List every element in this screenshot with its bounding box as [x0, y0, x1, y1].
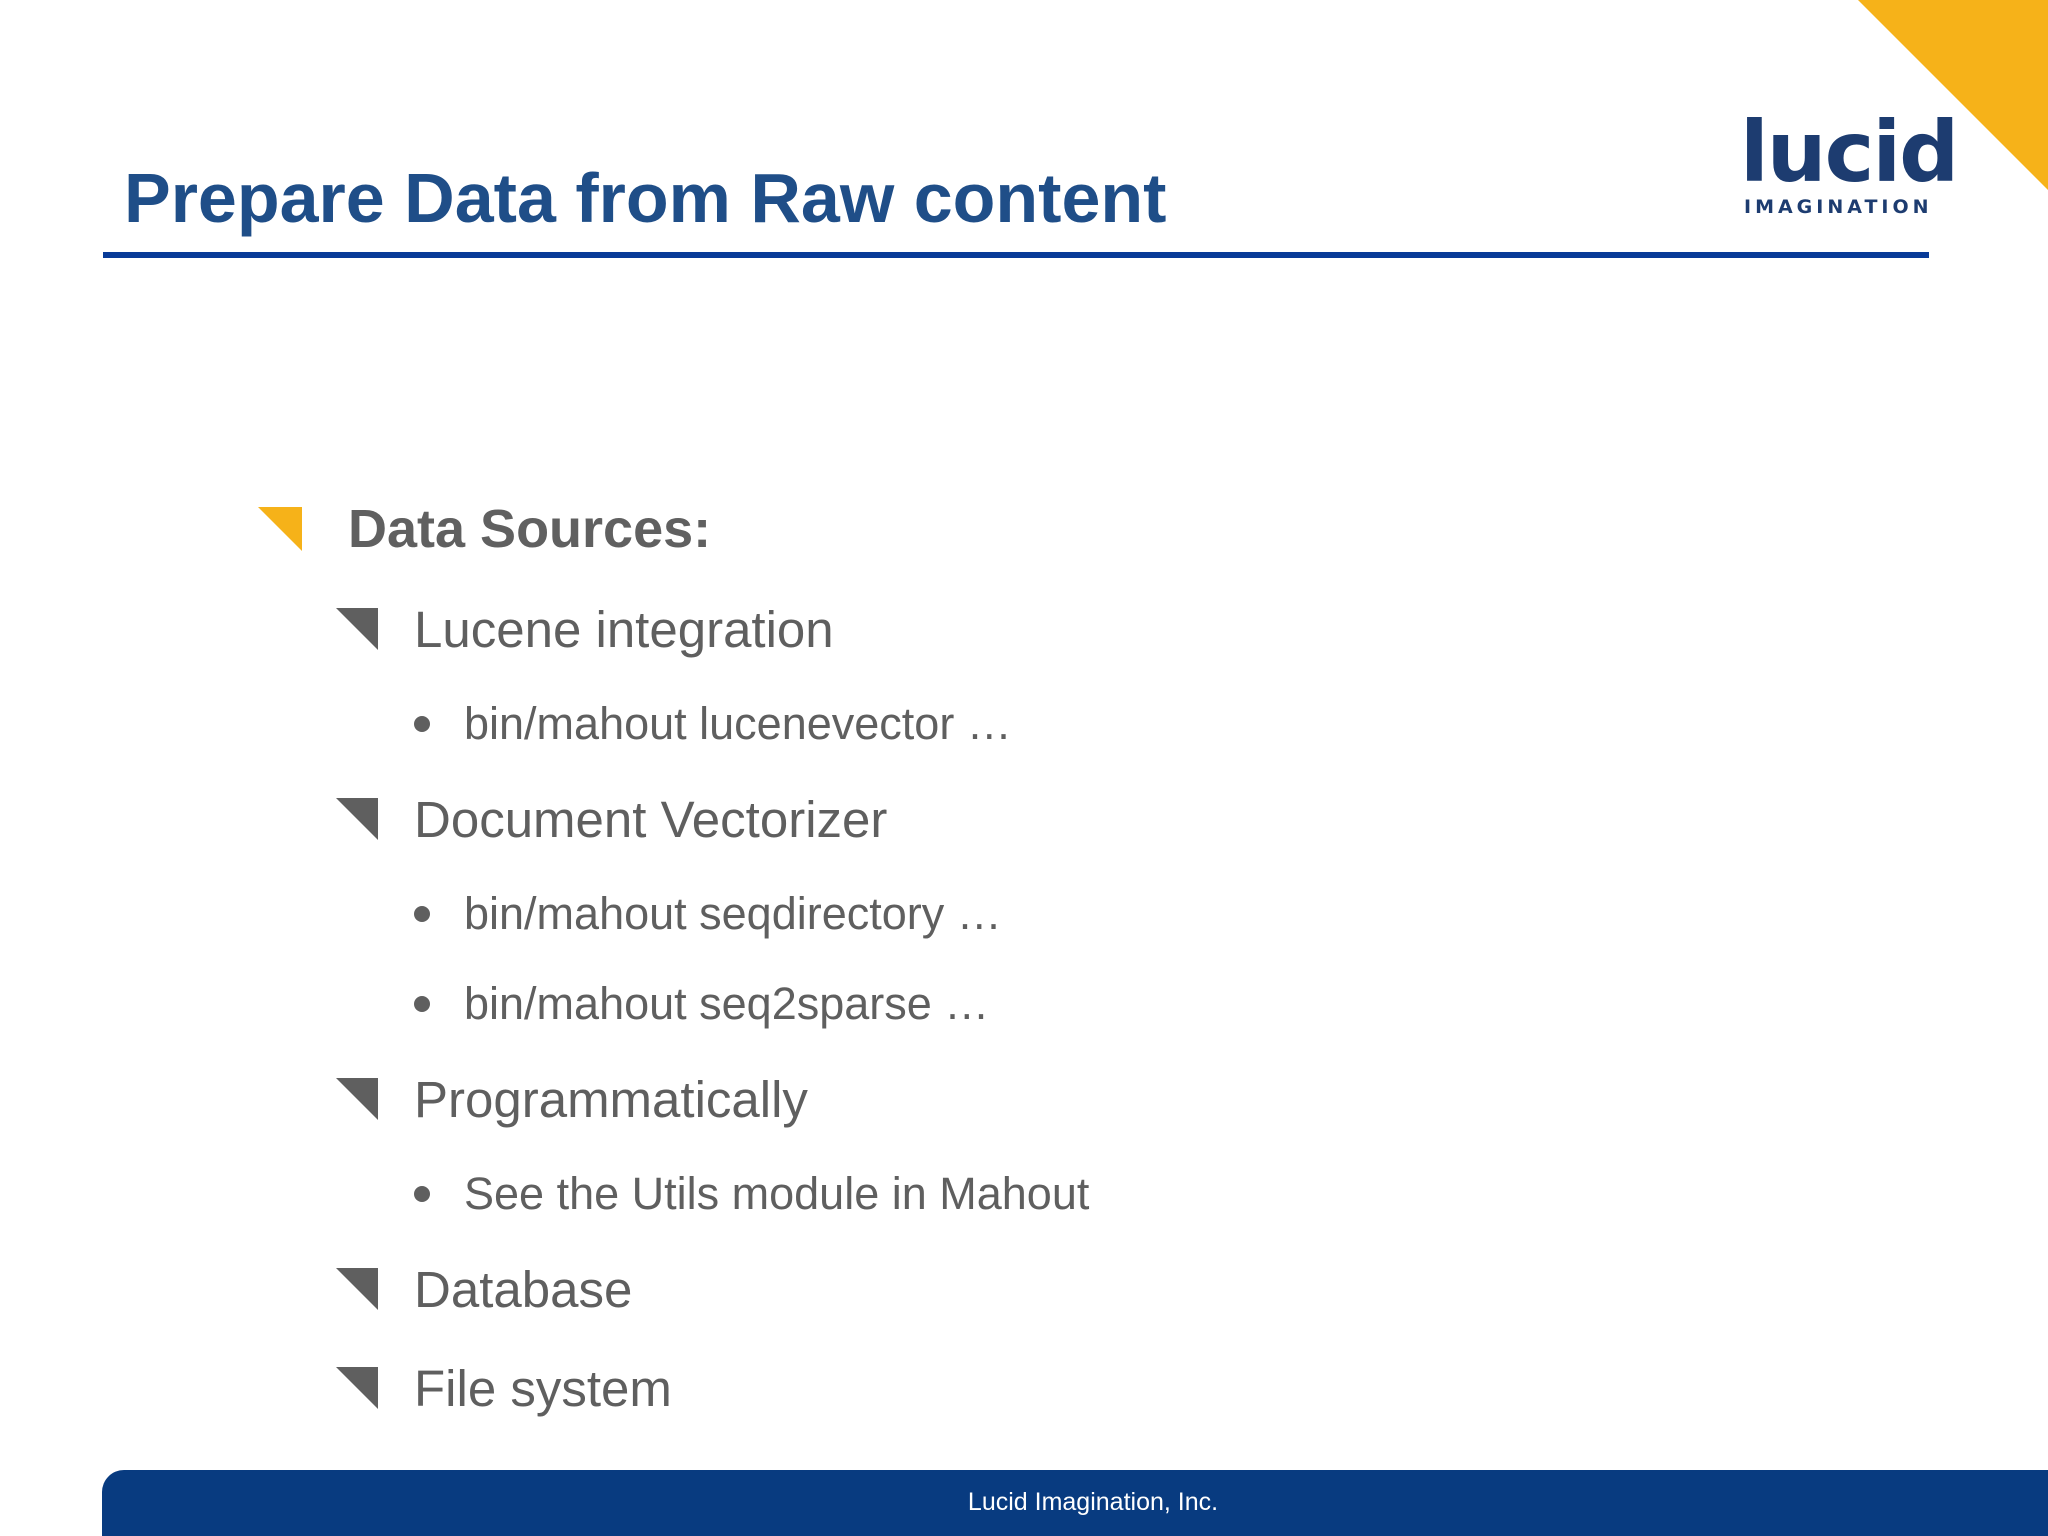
- logo-subtitle: IMAGINATION: [1744, 196, 1933, 218]
- bullet-item: [336, 1066, 808, 1132]
- bullet-text: bin/mahout lucenevector …: [464, 698, 1012, 749]
- footer-text: Lucid Imagination, Inc.: [967, 1488, 1219, 1516]
- bullet-text: bin/mahout seqdirectory …: [464, 888, 1002, 939]
- bullet-marker-icon: [336, 608, 378, 650]
- title-divider: [103, 252, 1929, 258]
- bullet-item: [414, 884, 1002, 944]
- bullet-text: Data Sources:: [348, 499, 712, 559]
- bullet-text: Database: [414, 1260, 633, 1318]
- footer-bar: [102, 1470, 2048, 1536]
- bullet-text: Lucene integration: [414, 600, 834, 658]
- bullet-item: [414, 694, 1012, 754]
- bullet-dot-icon: [414, 716, 430, 732]
- bullet-item: [336, 1256, 632, 1322]
- bullet-text: See the Utils module in Mahout: [464, 1168, 1090, 1219]
- bullet-marker-icon: [258, 507, 302, 551]
- bullet-item: [336, 1355, 672, 1421]
- company-logo: [1740, 103, 1958, 218]
- bullet-text: Programmatically: [414, 1070, 808, 1128]
- bullet-marker-icon: [336, 1367, 378, 1409]
- bullet-dot-icon: [414, 906, 430, 922]
- bullet-item: [414, 1164, 1089, 1224]
- bullet-text: bin/mahout seq2sparse …: [464, 978, 990, 1029]
- bullet-item: [336, 786, 887, 852]
- bullet-text: File system: [414, 1359, 672, 1417]
- bullet-dot-icon: [414, 996, 430, 1012]
- logo-wordmark: lucid: [1740, 103, 1958, 201]
- bullet-item: [414, 974, 989, 1034]
- bullet-marker-icon: [336, 1268, 378, 1310]
- bullet-item: [336, 596, 834, 662]
- bullet-marker-icon: [336, 1078, 378, 1120]
- bullet-marker-icon: [336, 798, 378, 840]
- bullet-text: Document Vectorizer: [414, 790, 888, 848]
- bullet-item: [258, 494, 711, 564]
- slide-title: Prepare Data from Raw content: [124, 159, 1167, 237]
- bullet-dot-icon: [414, 1186, 430, 1202]
